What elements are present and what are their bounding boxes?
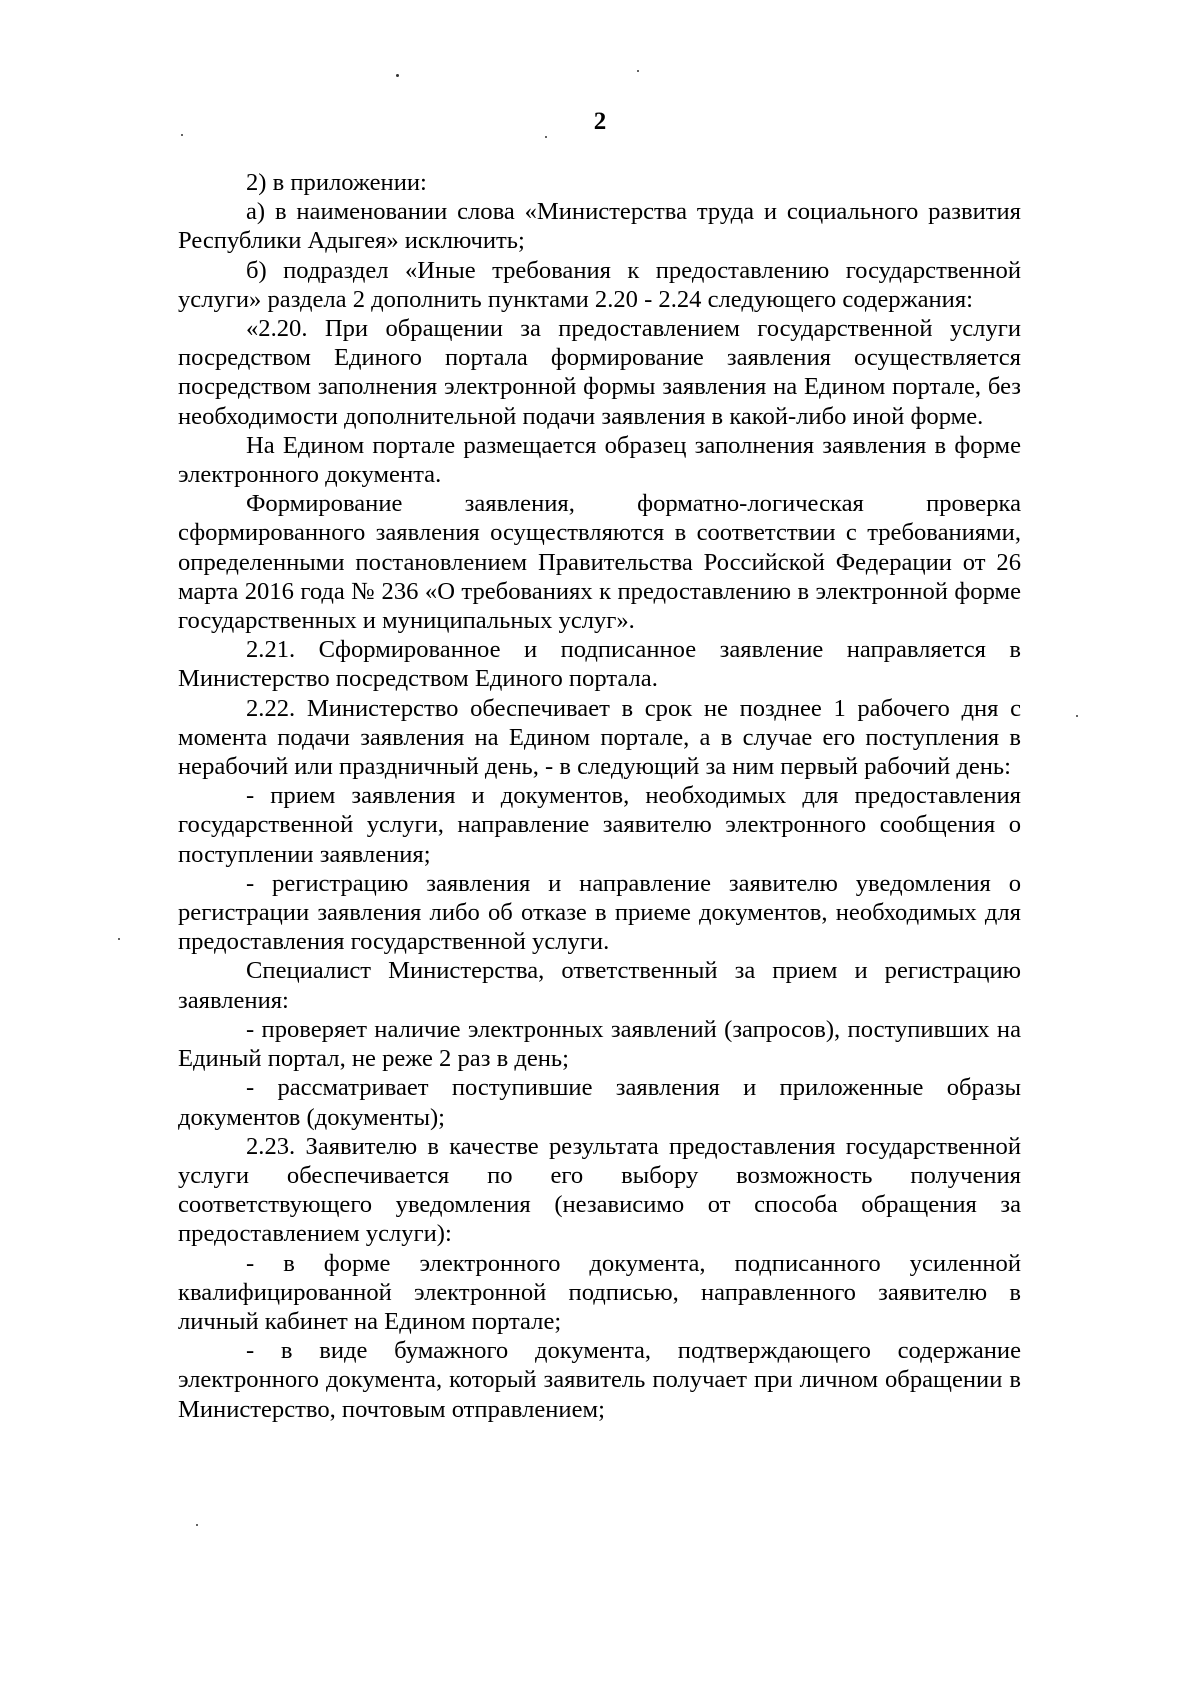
- paragraph: 2.23. Заявителю в качестве результата предоставления государственной услуги обеспечивается по его выбору возможность получения соответствующего уведомления (независимо от способа обращения за предоставлением услуги):: [178, 1132, 1021, 1248]
- scan-speck: [396, 74, 399, 77]
- paragraph: 2.21. Сформированное и подписанное заявление направляется в Министерство посредством Единого портала.: [178, 636, 1021, 693]
- paragraph: а) в наименовании слова «Министерства труда и социального развития Республики Адыгея» исключить;: [178, 198, 1021, 255]
- paragraph: «2.20. При обращении за предоставлением государственной услуги посредством Единого портала формирование заявления осуществляется посредством заполнения электронной формы заявления на Едином портале, без необходимости дополнительной подачи заявления в какой-либо иной форме.: [178, 315, 1021, 430]
- paragraph: На Едином портале размещается образец заполнения заявления в форме электронного документа.: [178, 431, 1021, 489]
- paragraph: Специалист Министерства, ответственный за прием и регистрацию заявления:: [178, 957, 1021, 1014]
- paragraph: - регистрацию заявления и направление заявителю уведомления о регистрации заявления либо об отказе в приеме документов, необходимых для предоставления государственной услуги.: [178, 869, 1021, 956]
- paragraph: 2) в приложении:: [246, 169, 427, 196]
- scan-speck: [118, 938, 120, 940]
- paragraph: Формирование заявления, форматно-логическая проверка сформированного заявления осуществляются в соответствии с требованиями, определенными постановлением Правительства Российской Федерации от 26 марта 2016 года № 236 «О требованиях к предоставлению в электронной форме государственных и муниципальных услуг».: [178, 490, 1021, 635]
- paragraph: б) подраздел «Иные требования к предоставлению государственной услуги» раздела 2 дополнить пунктами 2.20 - 2.24 следующего содержания:: [178, 256, 1021, 313]
- paragraph: 2.22. Министерство обеспечивает в срок не позднее 1 рабочего дня с момента подачи заявления на Едином портале, а в случае его поступления в нерабочий или праздничный день, - в следующий за ним первый рабочий день:: [178, 694, 1021, 781]
- scan-speck: [545, 136, 547, 138]
- page-number: 2: [593, 108, 607, 135]
- paragraph: - в форме электронного документа, подписанного усиленной квалифицированной электронной подписью, направленного заявителю в личный кабинет на Едином портале;: [178, 1249, 1021, 1335]
- paragraph: - в виде бумажного документа, подтверждающего содержание электронного документа, который заявитель получает при личном обращении в Министерство, почтовым отправлением;: [178, 1337, 1021, 1423]
- scan-speck: [196, 1524, 198, 1526]
- scan-speck: [637, 70, 639, 72]
- paragraph: - прием заявления и документов, необходимых для предоставления государственной услуги, направление заявителю электронного сообщения о поступлении заявления;: [178, 782, 1021, 868]
- document-body: [178, 168, 1021, 1424]
- paragraph: - рассматривает поступившие заявления и приложенные образы документов (документы);: [178, 1074, 1021, 1131]
- paragraph: - проверяет наличие электронных заявлений (запросов), поступивших на Единый портал, не реже 2 раз в день;: [178, 1015, 1021, 1073]
- scan-speck: [1076, 715, 1078, 717]
